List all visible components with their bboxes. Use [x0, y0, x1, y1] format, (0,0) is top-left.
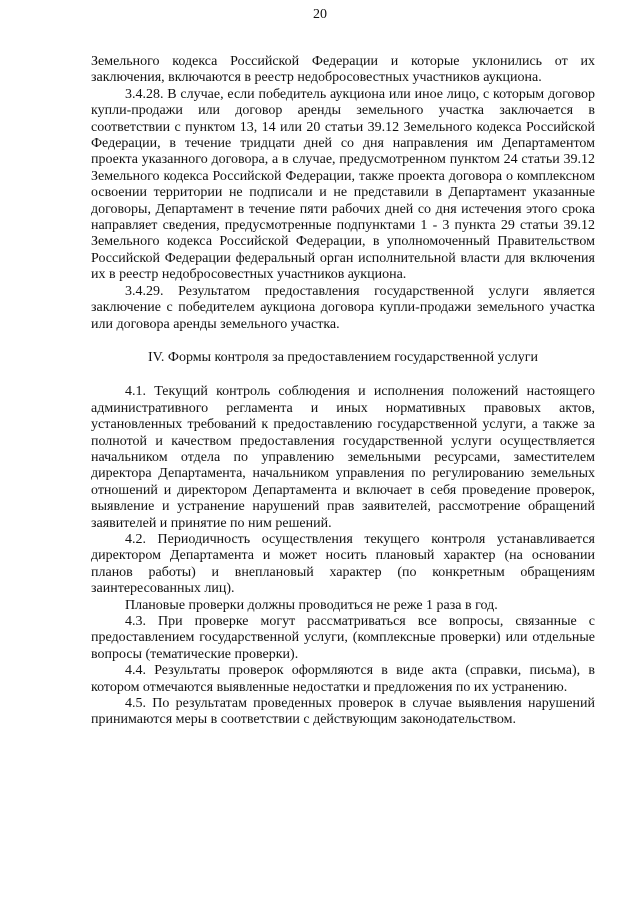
page-number: 20 [313, 7, 327, 22]
paragraph-continuation: Земельного кодекса Российской Федерации и которые уклонились от их заключения, включаются в реестр недобросовестных участников аукциона. [91, 54, 595, 86]
paragraph-4-3: 4.3. При проверке могут рассматриваться все вопросы, связанные с предоставлением государственной услуги, (комплексные проверки) или отдельные вопросы (тематические проверки). [91, 614, 595, 662]
paragraph-3-4-28: 3.4.28. В случае, если победитель аукциона или иное лицо, с которым договор купли-продажи или договор аренды земельного участка заключается в соответствии с пунктом 13, 14 или 20 статьи 39.12 Земельного кодекса Российской Федерации, в течение тридцати дней со дня направления им Департаментом проекта указанного договора, а в случае, предусмотренном пунктом 24 статьи 39.12 Земельного кодекса Российской Федерации, также проекта договора о комплексном освоении территории не подписали и не представили в Департамент указанные договоры, Департамент в течение пяти рабочих дней со дня истечения этого срока направляет сведения, предусмотренные подпунктами 1 - 3 пункта 29 статьи 39.12 Земельного кодекса Российской Федерации, в уполномоченный Правительством Российской Федерации федеральный орган исполнительной власти для включения их в реестр недобросовестных участников аукциона. [91, 86, 595, 283]
paragraph-4-1: 4.1. Текущий контроль соблюдения и исполнения положений настоящего административного регламента и иных нормативных правовых актов, установленных требований к предоставлению государственной услуги, а также за полнотой и качеством предоставления государственной услуги осуществляется начальником отдела по управлению земельными ресурсами, заместителем директора Департамента, начальником управления по регулированию земельных отношений и директором Департамента и включает в себя проведение проверок, выявление и устранение нарушений прав заявителей, рассмотрение обращений заявителей и принятие по ним решений. [91, 384, 595, 531]
section-heading: IV. Формы контроля за предоставлением государственной услуги [147, 349, 539, 365]
paragraph-4-2: 4.2. Периодичность осуществления текущего контроля устанавливается директором Департамента и может носить плановый характер (на основании планов работы) и внеплановый характер (по конкретным обращениям заинтересованных лиц). [91, 531, 595, 597]
paragraph-3-4-29: 3.4.29. Результатом предоставления государственной услуги является заключение с победителем аукциона договора купли-продажи земельного участка или договора аренды земельного участка. [91, 283, 595, 332]
paragraph-4-4: 4.4. Результаты проверок оформляются в виде акта (справки, письма), в котором отмечаются выявленные недостатки и предложения по их устранению. [91, 663, 595, 695]
document-body [91, 54, 595, 729]
paragraph-planned-checks: Плановые проверки должны проводиться не реже 1 раза в год. [125, 597, 498, 613]
paragraph-4-5: 4.5. По результатам проведенных проверок в случае выявления нарушений принимаются меры в соответствии с действующим законодательством. [91, 696, 595, 728]
